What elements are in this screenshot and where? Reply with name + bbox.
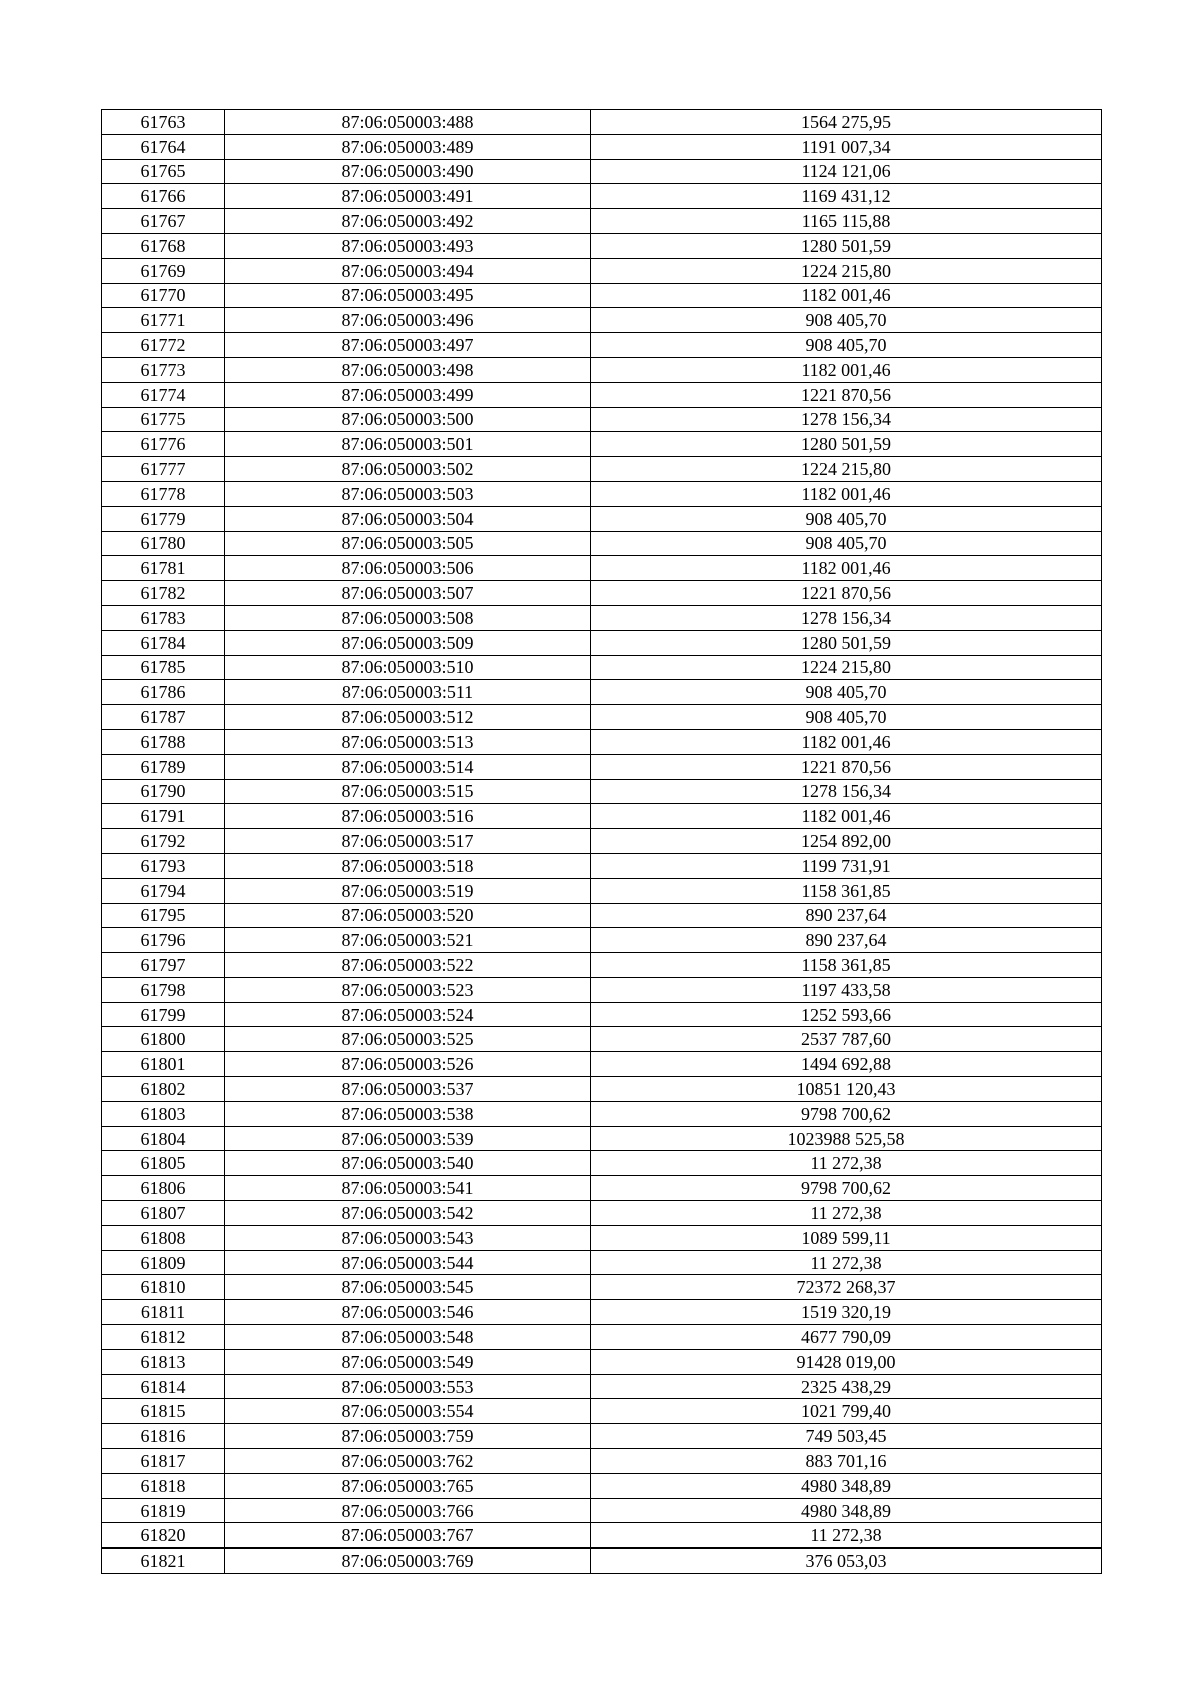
value-cell: 1182 001,46 <box>591 481 1102 506</box>
table-row <box>102 1374 1102 1399</box>
value-cell: 1124 121,06 <box>591 159 1102 184</box>
cadastral-number-cell: 87:06:050003:494 <box>225 258 591 283</box>
value-cell: 376 053,03 <box>591 1548 1102 1573</box>
table-row <box>102 878 1102 903</box>
cadastral-number-cell: 87:06:050003:517 <box>225 829 591 854</box>
table-row <box>102 159 1102 184</box>
row-number-cell: 61792 <box>102 829 225 854</box>
value-cell: 2537 787,60 <box>591 1027 1102 1052</box>
cadastral-number-cell: 87:06:050003:500 <box>225 407 591 432</box>
row-number-cell: 61797 <box>102 953 225 978</box>
value-cell: 1158 361,85 <box>591 953 1102 978</box>
table-row <box>102 1399 1102 1424</box>
row-number-cell: 61772 <box>102 333 225 358</box>
cadastral-number-cell: 87:06:050003:502 <box>225 457 591 482</box>
table-row <box>102 655 1102 680</box>
row-number-cell: 61820 <box>102 1523 225 1548</box>
table-row <box>102 1126 1102 1151</box>
row-number-cell: 61794 <box>102 878 225 903</box>
value-cell: 1158 361,85 <box>591 878 1102 903</box>
table-row <box>102 110 1102 135</box>
cadastral-number-cell: 87:06:050003:523 <box>225 977 591 1002</box>
cadastral-number-cell: 87:06:050003:501 <box>225 432 591 457</box>
table-body <box>102 110 1102 1574</box>
value-cell: 1278 156,34 <box>591 605 1102 630</box>
row-number-cell: 61768 <box>102 233 225 258</box>
row-number-cell: 61764 <box>102 134 225 159</box>
row-number-cell: 61809 <box>102 1250 225 1275</box>
table-row <box>102 134 1102 159</box>
value-cell: 11 272,38 <box>591 1151 1102 1176</box>
cadastral-number-cell: 87:06:050003:526 <box>225 1052 591 1077</box>
cadastral-number-cell: 87:06:050003:554 <box>225 1399 591 1424</box>
table-row <box>102 853 1102 878</box>
row-number-cell: 61780 <box>102 531 225 556</box>
table-row <box>102 382 1102 407</box>
value-cell: 1224 215,80 <box>591 457 1102 482</box>
cadastral-number-cell: 87:06:050003:520 <box>225 903 591 928</box>
table-row <box>102 680 1102 705</box>
cadastral-number-cell: 87:06:050003:511 <box>225 680 591 705</box>
cadastral-number-cell: 87:06:050003:544 <box>225 1250 591 1275</box>
value-cell: 1221 870,56 <box>591 754 1102 779</box>
cadastral-number-cell: 87:06:050003:541 <box>225 1176 591 1201</box>
cadastral-number-cell: 87:06:050003:553 <box>225 1374 591 1399</box>
value-cell: 2325 438,29 <box>591 1374 1102 1399</box>
cadastral-number-cell: 87:06:050003:512 <box>225 705 591 730</box>
row-number-cell: 61791 <box>102 804 225 829</box>
cadastral-number-cell: 87:06:050003:499 <box>225 382 591 407</box>
table-row <box>102 1498 1102 1523</box>
value-cell: 1494 692,88 <box>591 1052 1102 1077</box>
value-cell: 1169 431,12 <box>591 184 1102 209</box>
table-row <box>102 1101 1102 1126</box>
cadastral-number-cell: 87:06:050003:506 <box>225 556 591 581</box>
cadastral-number-cell: 87:06:050003:491 <box>225 184 591 209</box>
row-number-cell: 61818 <box>102 1473 225 1498</box>
value-cell: 72372 268,37 <box>591 1275 1102 1300</box>
row-number-cell: 61774 <box>102 382 225 407</box>
value-cell: 1182 001,46 <box>591 556 1102 581</box>
row-number-cell: 61804 <box>102 1126 225 1151</box>
table-row <box>102 531 1102 556</box>
value-cell: 11 272,38 <box>591 1201 1102 1226</box>
table-row <box>102 977 1102 1002</box>
value-cell: 908 405,70 <box>591 333 1102 358</box>
value-cell: 1280 501,59 <box>591 630 1102 655</box>
row-number-cell: 61813 <box>102 1349 225 1374</box>
cadastral-number-cell: 87:06:050003:525 <box>225 1027 591 1052</box>
table-row <box>102 1052 1102 1077</box>
table-row <box>102 1275 1102 1300</box>
cadastral-number-cell: 87:06:050003:514 <box>225 754 591 779</box>
value-cell: 749 503,45 <box>591 1424 1102 1449</box>
row-number-cell: 61815 <box>102 1399 225 1424</box>
value-cell: 890 237,64 <box>591 903 1102 928</box>
value-cell: 91428 019,00 <box>591 1349 1102 1374</box>
cadastral-number-cell: 87:06:050003:765 <box>225 1473 591 1498</box>
row-number-cell: 61782 <box>102 581 225 606</box>
value-cell: 1278 156,34 <box>591 779 1102 804</box>
row-number-cell: 61805 <box>102 1151 225 1176</box>
cadastral-number-cell: 87:06:050003:507 <box>225 581 591 606</box>
table-row <box>102 1325 1102 1350</box>
cadastral-number-cell: 87:06:050003:503 <box>225 481 591 506</box>
value-cell: 1199 731,91 <box>591 853 1102 878</box>
row-number-cell: 61767 <box>102 209 225 234</box>
cadastral-number-cell: 87:06:050003:546 <box>225 1300 591 1325</box>
value-cell: 1182 001,46 <box>591 357 1102 382</box>
cadastral-number-cell: 87:06:050003:759 <box>225 1424 591 1449</box>
table-row <box>102 829 1102 854</box>
value-cell: 4980 348,89 <box>591 1498 1102 1523</box>
row-number-cell: 61806 <box>102 1176 225 1201</box>
row-number-cell: 61778 <box>102 481 225 506</box>
cadastral-number-cell: 87:06:050003:540 <box>225 1151 591 1176</box>
row-number-cell: 61798 <box>102 977 225 1002</box>
cadastral-number-cell: 87:06:050003:767 <box>225 1523 591 1548</box>
table-row <box>102 1201 1102 1226</box>
cadastral-number-cell: 87:06:050003:492 <box>225 209 591 234</box>
row-number-cell: 61775 <box>102 407 225 432</box>
table-row <box>102 184 1102 209</box>
row-number-cell: 61793 <box>102 853 225 878</box>
cadastral-number-cell: 87:06:050003:769 <box>225 1548 591 1573</box>
cadastral-number-cell: 87:06:050003:524 <box>225 1002 591 1027</box>
row-number-cell: 61802 <box>102 1077 225 1102</box>
row-number-cell: 61808 <box>102 1225 225 1250</box>
value-cell: 1165 115,88 <box>591 209 1102 234</box>
value-cell: 1278 156,34 <box>591 407 1102 432</box>
cadastral-number-cell: 87:06:050003:515 <box>225 779 591 804</box>
row-number-cell: 61783 <box>102 605 225 630</box>
value-cell: 1564 275,95 <box>591 110 1102 135</box>
table-row <box>102 1300 1102 1325</box>
cadastral-number-cell: 87:06:050003:548 <box>225 1325 591 1350</box>
row-number-cell: 61819 <box>102 1498 225 1523</box>
cadastral-number-cell: 87:06:050003:509 <box>225 630 591 655</box>
value-cell: 883 701,16 <box>591 1449 1102 1474</box>
table-row <box>102 407 1102 432</box>
table-row <box>102 1176 1102 1201</box>
table-row <box>102 1349 1102 1374</box>
row-number-cell: 61766 <box>102 184 225 209</box>
value-cell: 1182 001,46 <box>591 729 1102 754</box>
table-row <box>102 1002 1102 1027</box>
table-row <box>102 1250 1102 1275</box>
cadastral-number-cell: 87:06:050003:510 <box>225 655 591 680</box>
table-row <box>102 1225 1102 1250</box>
row-number-cell: 61807 <box>102 1201 225 1226</box>
table-row <box>102 630 1102 655</box>
cadastral-number-cell: 87:06:050003:505 <box>225 531 591 556</box>
table-row <box>102 283 1102 308</box>
row-number-cell: 61790 <box>102 779 225 804</box>
table-row <box>102 605 1102 630</box>
table-row <box>102 729 1102 754</box>
value-cell: 1221 870,56 <box>591 581 1102 606</box>
cadastral-number-cell: 87:06:050003:766 <box>225 1498 591 1523</box>
cadastral-number-cell: 87:06:050003:498 <box>225 357 591 382</box>
table-row <box>102 1523 1102 1548</box>
table-row <box>102 903 1102 928</box>
row-number-cell: 61769 <box>102 258 225 283</box>
value-cell: 1221 870,56 <box>591 382 1102 407</box>
table-row <box>102 1449 1102 1474</box>
row-number-cell: 61786 <box>102 680 225 705</box>
cadastral-number-cell: 87:06:050003:542 <box>225 1201 591 1226</box>
row-number-cell: 61810 <box>102 1275 225 1300</box>
row-number-cell: 61789 <box>102 754 225 779</box>
cadastral-number-cell: 87:06:050003:538 <box>225 1101 591 1126</box>
row-number-cell: 61795 <box>102 903 225 928</box>
table-row <box>102 357 1102 382</box>
value-cell: 908 405,70 <box>591 531 1102 556</box>
row-number-cell: 61801 <box>102 1052 225 1077</box>
value-cell: 908 405,70 <box>591 506 1102 531</box>
value-cell: 1197 433,58 <box>591 977 1102 1002</box>
table-row <box>102 333 1102 358</box>
value-cell: 4980 348,89 <box>591 1473 1102 1498</box>
table-row <box>102 209 1102 234</box>
value-cell: 890 237,64 <box>591 928 1102 953</box>
cadastral-number-cell: 87:06:050003:549 <box>225 1349 591 1374</box>
table-row <box>102 1077 1102 1102</box>
table-row <box>102 556 1102 581</box>
row-number-cell: 61763 <box>102 110 225 135</box>
value-cell: 9798 700,62 <box>591 1101 1102 1126</box>
row-number-cell: 61771 <box>102 308 225 333</box>
value-cell: 11 272,38 <box>591 1250 1102 1275</box>
cadastral-number-cell: 87:06:050003:496 <box>225 308 591 333</box>
cadastral-number-cell: 87:06:050003:504 <box>225 506 591 531</box>
cadastral-number-cell: 87:06:050003:537 <box>225 1077 591 1102</box>
value-cell: 1224 215,80 <box>591 258 1102 283</box>
row-number-cell: 61817 <box>102 1449 225 1474</box>
table-row <box>102 432 1102 457</box>
cadastral-number-cell: 87:06:050003:490 <box>225 159 591 184</box>
value-cell: 10851 120,43 <box>591 1077 1102 1102</box>
row-number-cell: 61785 <box>102 655 225 680</box>
row-number-cell: 61812 <box>102 1325 225 1350</box>
row-number-cell: 61779 <box>102 506 225 531</box>
row-number-cell: 61800 <box>102 1027 225 1052</box>
table-row <box>102 481 1102 506</box>
cadastral-number-cell: 87:06:050003:493 <box>225 233 591 258</box>
row-number-cell: 61770 <box>102 283 225 308</box>
cadastral-number-cell: 87:06:050003:508 <box>225 605 591 630</box>
cadastral-number-cell: 87:06:050003:518 <box>225 853 591 878</box>
value-cell: 9798 700,62 <box>591 1176 1102 1201</box>
table-row <box>102 804 1102 829</box>
cadastral-number-cell: 87:06:050003:545 <box>225 1275 591 1300</box>
value-cell: 1224 215,80 <box>591 655 1102 680</box>
cadastral-number-cell: 87:06:050003:522 <box>225 953 591 978</box>
row-number-cell: 61803 <box>102 1101 225 1126</box>
cadastral-number-cell: 87:06:050003:488 <box>225 110 591 135</box>
row-number-cell: 61799 <box>102 1002 225 1027</box>
row-number-cell: 61787 <box>102 705 225 730</box>
value-cell: 908 405,70 <box>591 308 1102 333</box>
table-row <box>102 506 1102 531</box>
cadastral-number-cell: 87:06:050003:516 <box>225 804 591 829</box>
table-row <box>102 705 1102 730</box>
row-number-cell: 61773 <box>102 357 225 382</box>
value-cell: 11 272,38 <box>591 1523 1102 1548</box>
value-cell: 1252 593,66 <box>591 1002 1102 1027</box>
table-row <box>102 308 1102 333</box>
row-number-cell: 61816 <box>102 1424 225 1449</box>
cadastral-number-cell: 87:06:050003:521 <box>225 928 591 953</box>
value-cell: 1191 007,34 <box>591 134 1102 159</box>
cadastral-value-table <box>101 109 1102 1574</box>
value-cell: 1023988 525,58 <box>591 1126 1102 1151</box>
cadastral-number-cell: 87:06:050003:513 <box>225 729 591 754</box>
value-cell: 1280 501,59 <box>591 233 1102 258</box>
cadastral-number-cell: 87:06:050003:497 <box>225 333 591 358</box>
cadastral-number-cell: 87:06:050003:762 <box>225 1449 591 1474</box>
cadastral-number-cell: 87:06:050003:495 <box>225 283 591 308</box>
value-cell: 4677 790,09 <box>591 1325 1102 1350</box>
value-cell: 1021 799,40 <box>591 1399 1102 1424</box>
row-number-cell: 61776 <box>102 432 225 457</box>
table-row <box>102 1473 1102 1498</box>
cadastral-number-cell: 87:06:050003:519 <box>225 878 591 903</box>
table-row <box>102 1027 1102 1052</box>
row-number-cell: 61811 <box>102 1300 225 1325</box>
value-cell: 908 405,70 <box>591 680 1102 705</box>
row-number-cell: 61784 <box>102 630 225 655</box>
value-cell: 1182 001,46 <box>591 283 1102 308</box>
table-row <box>102 928 1102 953</box>
table-row <box>102 1151 1102 1176</box>
table-row <box>102 779 1102 804</box>
table-row <box>102 754 1102 779</box>
table-row <box>102 258 1102 283</box>
table-row <box>102 1424 1102 1449</box>
row-number-cell: 61781 <box>102 556 225 581</box>
row-number-cell: 61814 <box>102 1374 225 1399</box>
table-row <box>102 953 1102 978</box>
table-row <box>102 581 1102 606</box>
cadastral-number-cell: 87:06:050003:539 <box>225 1126 591 1151</box>
value-cell: 1280 501,59 <box>591 432 1102 457</box>
row-number-cell: 61788 <box>102 729 225 754</box>
table-row <box>102 457 1102 482</box>
row-number-cell: 61777 <box>102 457 225 482</box>
table-row <box>102 1548 1102 1573</box>
table-row <box>102 233 1102 258</box>
value-cell: 1254 892,00 <box>591 829 1102 854</box>
cadastral-number-cell: 87:06:050003:489 <box>225 134 591 159</box>
row-number-cell: 61796 <box>102 928 225 953</box>
cadastral-number-cell: 87:06:050003:543 <box>225 1225 591 1250</box>
value-cell: 908 405,70 <box>591 705 1102 730</box>
value-cell: 1182 001,46 <box>591 804 1102 829</box>
row-number-cell: 61821 <box>102 1548 225 1573</box>
row-number-cell: 61765 <box>102 159 225 184</box>
value-cell: 1519 320,19 <box>591 1300 1102 1325</box>
value-cell: 1089 599,11 <box>591 1225 1102 1250</box>
